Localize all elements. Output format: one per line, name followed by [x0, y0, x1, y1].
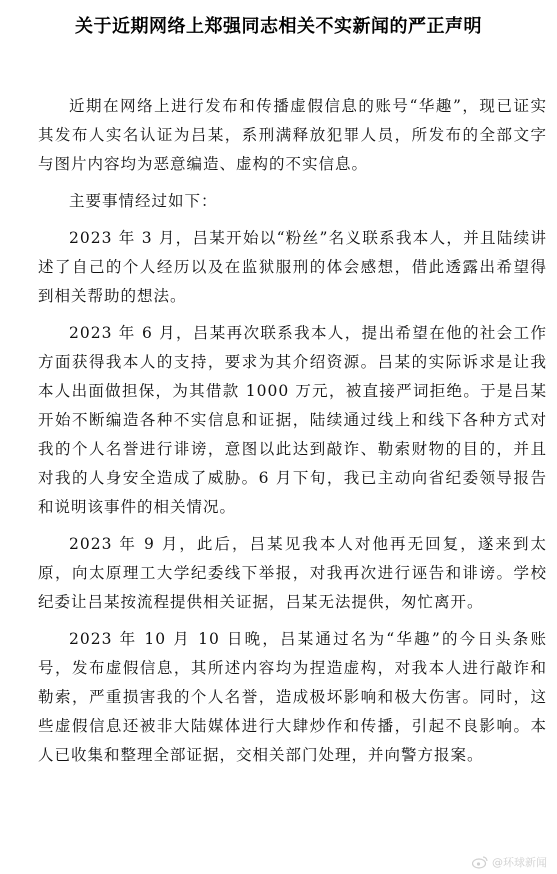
watermark-text: @环球新闻 [492, 856, 547, 869]
weibo-icon [472, 855, 488, 869]
document-body [38, 92, 547, 778]
paragraph-september: 2023 年 9 月，此后，吕某见我本人对他再无回复，遂来到太原，向太原理工大学纪委线下举报，对我再次进行诬告和诽谤。学校纪委让吕某按流程提供相关证据，吕某无法提供，匆忙离开。 [38, 535, 547, 611]
paragraph-march: 2023 年 3 月，吕某开始以“粉丝”名义联系我本人，并且陆续讲述了自己的个人经历以及在监狱服刑的体会感想，借此透露出希望得到相关帮助的想法。 [38, 229, 547, 305]
paragraph-intro: 近期在网络上进行发布和传播虚假信息的账号“华趣”，现已证实其发布人实名认证为吕某，系刑满释放犯罪人员，所发布的全部文字与图片内容均为恶意编造、虚构的不实信息。 [38, 97, 547, 173]
watermark [472, 854, 547, 870]
paragraph-june: 2023 年 6 月，吕某再次联系我本人，提出希望在他的社会工作方面获得我本人的支持，要求为其介绍资源。吕某的实际诉求是让我本人出面做担保，为其借款 1000 万元，被直接严词拒绝。于是吕某开始不断编造各种不实信息和证据，陆续通过线上和线下各种方式对我的个人名誉进行诽谤，意图以此达到敲诈、勒索财物的目的，并且对我的人身安全造成了威胁。6 月下旬，我已主动向省纪委领导报告和说明该事件的相关情况。 [38, 324, 547, 516]
paragraph-heading: 主要事情经过如下： [69, 192, 218, 210]
paragraph-october: 2023 年 10 月 10 日晚，吕某通过名为“华趣”的今日头条账号，发布虚假信息，其所述内容均为捏造虚构，对我本人进行敲诈和勒索，严重损害我的个人名誉，造成极坏影响和极大伤害。同时，这些虚假信息还被非大陆媒体进行大肆炒作和传播，引起不良影响。本人已收集和整理全部证据，交相关部门处理，并向警方报案。 [38, 630, 547, 764]
document-title: 关于近期网络上郑强同志相关不实新闻的严正声明 [75, 16, 482, 37]
